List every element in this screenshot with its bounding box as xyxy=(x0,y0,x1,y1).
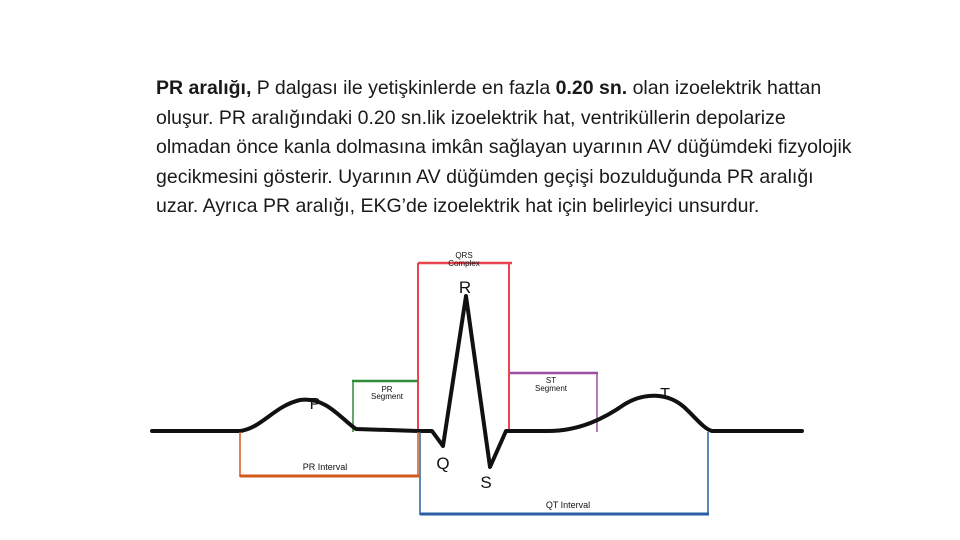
pr-interval-label: PR Interval xyxy=(302,462,348,472)
p-wave-label: P xyxy=(309,396,321,413)
r-wave-label: R xyxy=(458,278,472,297)
s-wave-label: S xyxy=(480,473,492,492)
st-segment-label-1: ST xyxy=(545,376,557,385)
q-wave-label: Q xyxy=(436,454,450,473)
t-wave-label: T xyxy=(660,386,670,403)
qt-interval-label: QT Interval xyxy=(545,500,591,510)
pr-interval-term: PR aralığı, xyxy=(156,77,252,99)
pr-segment-label-2: Segment xyxy=(370,392,404,401)
para-text-1: P dalgası ile yetişkinlerde en fazla xyxy=(251,77,556,99)
para-text-2: olan izoelektrik hattan oluşur. PR aralığındaki 0.20 sn.lik izoelektrik hat, ventriküllerin depolarize olmadan önce kanla dolmasına imkân sağlayan uyarının AV düğümdeki fizyolojik gecikmesini gösterir. Uyarının AV düğümden geçişi bozulduğunda PR aralığı uzar. Ayrıca PR aralığı, EKG’de izoelektrik hat için belirleyici unsurdur. xyxy=(156,77,852,217)
st-segment-label-2: Segment xyxy=(534,384,568,393)
duration-value: 0.20 sn. xyxy=(555,77,628,99)
qrs-label-1: QRS xyxy=(455,251,473,260)
qrs-label-2: Complex xyxy=(448,259,480,268)
ecg-trace xyxy=(152,296,802,467)
pr-segment-label-1: PR xyxy=(381,385,393,394)
